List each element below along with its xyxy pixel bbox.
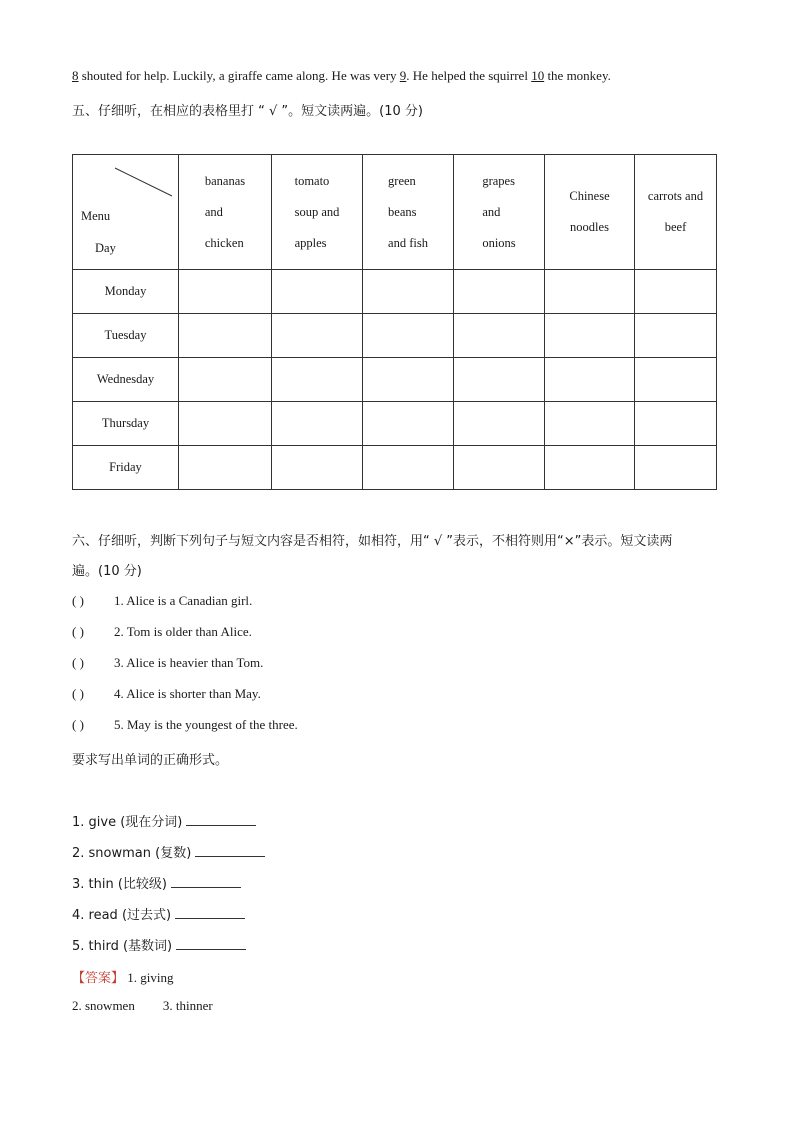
word-item-3 <box>72 873 241 892</box>
check-cell[interactable] <box>179 446 272 490</box>
check-cell[interactable] <box>545 446 635 490</box>
row-label-friday: Friday <box>73 446 179 490</box>
section6-heading-line1: 六、仔细听，判断下列句子与短文内容是否相符，如相符，用“ √ ”表示，不相符则用“×”表示。短文读两 <box>72 534 673 549</box>
row-label-wednesday: Wednesday <box>73 358 179 402</box>
word-item-1 <box>72 811 256 830</box>
answer-line-2 <box>72 998 213 1014</box>
menu-table <box>72 154 717 490</box>
check-cell[interactable] <box>545 402 635 446</box>
check-cell[interactable] <box>545 358 635 402</box>
judge-text: 3. Alice is heavier than Tom. <box>114 655 264 670</box>
table-row <box>73 314 717 358</box>
check-cell[interactable] <box>454 358 545 402</box>
check-cell[interactable] <box>272 270 363 314</box>
check-cell[interactable] <box>179 402 272 446</box>
check-cell[interactable] <box>179 314 272 358</box>
check-cell[interactable] <box>635 358 717 402</box>
word-item-4 <box>72 904 245 923</box>
check-cell[interactable] <box>179 358 272 402</box>
answer-blank[interactable] <box>171 876 241 888</box>
passage-text-3: the monkey. <box>544 68 611 83</box>
row-label-thursday: Thursday <box>73 402 179 446</box>
check-cell[interactable] <box>635 314 717 358</box>
check-cell[interactable] <box>454 446 545 490</box>
answer-paren[interactable]: ( ) <box>72 686 84 701</box>
check-cell[interactable] <box>454 270 545 314</box>
check-cell[interactable] <box>179 270 272 314</box>
word-item-2 <box>72 842 265 861</box>
answer-line-1 <box>72 967 174 986</box>
blank-8: 8 <box>72 68 79 83</box>
section6-heading-line2: 遍。(10 分) <box>72 564 142 579</box>
judge-text: 1. Alice is a Canadian girl. <box>114 593 253 608</box>
corner-menu-label: Menu <box>81 209 111 223</box>
section7-heading: 要求写出单词的正确形式。 <box>72 753 229 768</box>
check-cell[interactable] <box>272 358 363 402</box>
answer-3: 3. thinner <box>162 998 213 1013</box>
answer-paren[interactable]: ( ) <box>72 624 84 639</box>
table-row <box>73 358 717 402</box>
check-cell[interactable] <box>545 270 635 314</box>
col-header-6: carrots and beef <box>635 155 717 270</box>
check-cell[interactable] <box>454 402 545 446</box>
passage-text-1: shouted for help. Luckily, a giraffe came along. He was very <box>78 68 400 83</box>
col-header-3: green beans and fish <box>363 155 454 270</box>
corner-day-label: Day <box>95 241 116 255</box>
answer-paren[interactable]: ( ) <box>72 717 84 732</box>
word-prompt: 2. snowman (复数) <box>72 846 192 861</box>
check-cell[interactable] <box>272 446 363 490</box>
check-cell[interactable] <box>454 314 545 358</box>
check-cell[interactable] <box>363 402 454 446</box>
row-label-monday: Monday <box>73 270 179 314</box>
check-cell[interactable] <box>272 402 363 446</box>
col-header-1: bananas and chicken <box>179 155 272 270</box>
answer-tag: 【答案】 <box>72 971 125 986</box>
table-row <box>73 402 717 446</box>
row-label-tuesday: Tuesday <box>73 314 179 358</box>
judge-text: 5. May is the youngest of the three. <box>114 717 298 732</box>
col-header-2: tomato soup and apples <box>272 155 363 270</box>
check-cell[interactable] <box>363 314 454 358</box>
col-header-5: Chinese noodles <box>545 155 635 270</box>
passage-text-2: . He helped the squirrel <box>406 68 532 83</box>
blank-10: 10 <box>531 68 545 83</box>
judge-item-1 <box>72 593 252 609</box>
check-cell[interactable] <box>635 402 717 446</box>
answer-paren[interactable]: ( ) <box>72 593 84 608</box>
check-cell[interactable] <box>635 270 717 314</box>
answer-blank[interactable] <box>195 845 265 857</box>
answer-blank[interactable] <box>186 814 256 826</box>
blank-9: 9 <box>399 68 407 83</box>
check-cell[interactable] <box>363 270 454 314</box>
judge-text: 2. Tom is older than Alice. <box>114 624 252 639</box>
judge-item-4 <box>72 686 261 702</box>
answer-blank[interactable] <box>176 938 246 950</box>
word-item-5 <box>72 935 246 954</box>
answer-blank[interactable] <box>175 907 245 919</box>
word-prompt: 1. give (现在分词) <box>72 815 183 830</box>
check-cell[interactable] <box>635 446 717 490</box>
table-header-row <box>73 155 717 270</box>
judge-item-2 <box>72 624 252 640</box>
word-prompt: 3. thin (比较级) <box>72 877 167 892</box>
section5-heading: 五、仔细听，在相应的表格里打 “ √ ”。短文读两遍。(10 分) <box>72 104 423 119</box>
passage-end-line <box>72 68 611 84</box>
judge-item-5 <box>72 717 298 733</box>
check-cell[interactable] <box>272 314 363 358</box>
word-prompt: 4. read (过去式) <box>72 908 172 923</box>
table-row <box>73 446 717 490</box>
table-row <box>73 270 717 314</box>
judge-text: 4. Alice is shorter than May. <box>114 686 261 701</box>
check-cell[interactable] <box>363 446 454 490</box>
answer-2: 2. snowmen <box>72 998 135 1013</box>
answer-paren[interactable]: ( ) <box>72 655 84 670</box>
corner-cell <box>73 155 179 270</box>
word-prompt: 5. third (基数词) <box>72 939 173 954</box>
check-cell[interactable] <box>545 314 635 358</box>
col-header-4: grapes and onions <box>454 155 545 270</box>
answer-1: 1. giving <box>127 970 174 985</box>
judge-item-3 <box>72 655 263 671</box>
check-cell[interactable] <box>363 358 454 402</box>
